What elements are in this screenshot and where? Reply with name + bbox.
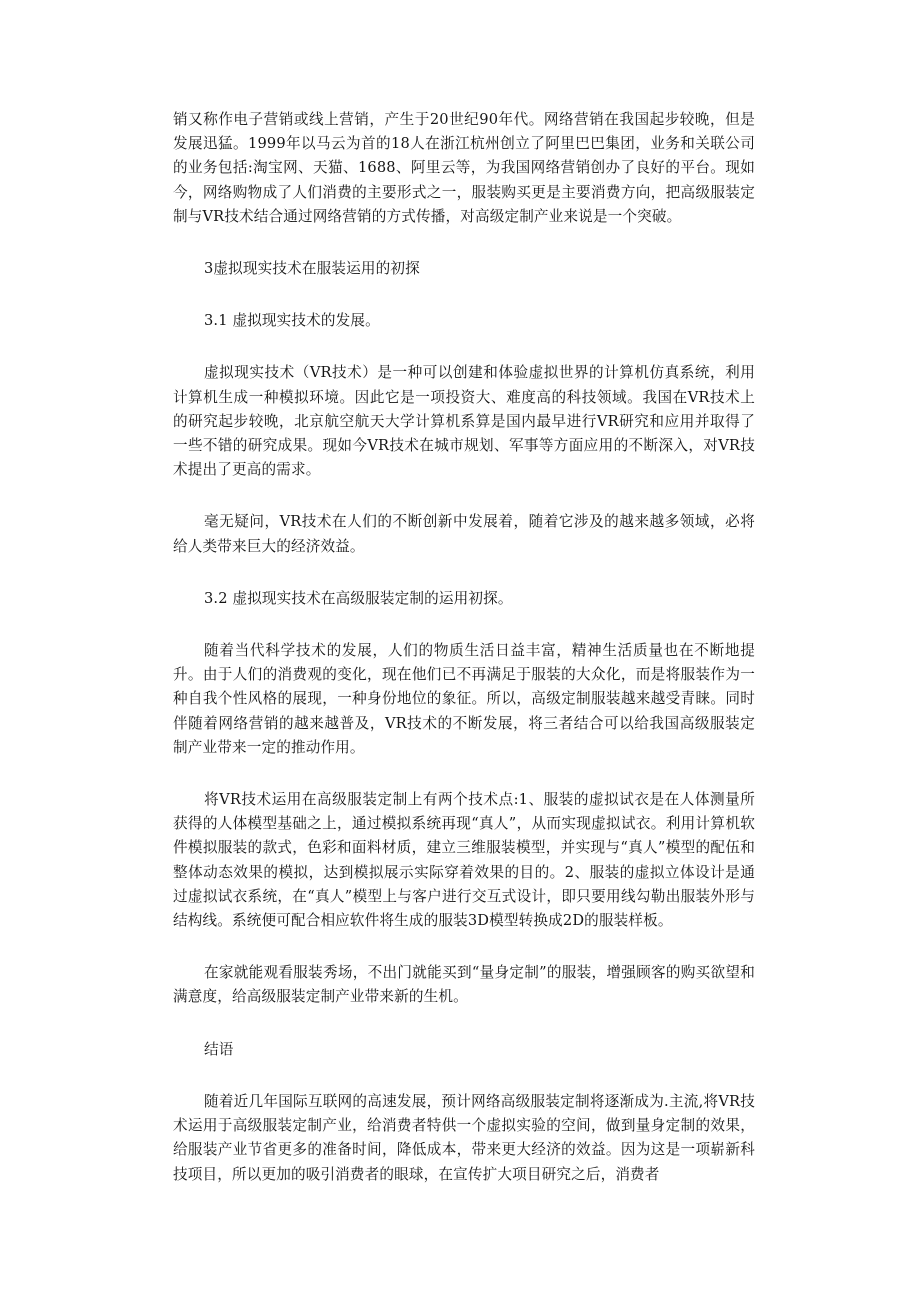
subsection-heading-3-2: 3.2 虚拟现实技术在高级服装定制的运用初探。 [204, 589, 513, 607]
paragraph-conclusion: 随着近几年国际互联网的高速发展，预计网络高级服装定制将逐渐成为.主流,将VR技术运用于高级服装定制产业，给消费者特供一个虚拟实验的空间，做到量身定制的效果，给服装产业节省更多的准备时间，降低成本，带来更大经济的效益。因为这是一项崭新科技项目，所以更加的吸引消费者的眼球，在宣传扩大项目研究之后，消费者 [173, 1092, 755, 1183]
paragraph-vr-definition: 虚拟现实技术（VR技术）是一种可以创建和体验虚拟世界的计算机仿真系统，利用计算机生成一种模拟环境。因此它是一项投资大、难度高的科技领域。我国在VR技术上的研究起步较晚，北京航空航天大学计算机系算是国内最早进行VR研究和应用并取得了一些不错的研究成果。现如今VR技术在城市规划、军事等方面应用的不断深入，对VR技术提出了更高的需求。 [173, 364, 755, 479]
conclusion-heading: 结语 [204, 1040, 234, 1058]
section-heading-3: 3虚拟现实技术在服装运用的初探 [204, 260, 420, 278]
paragraph-home-shopping: 在家就能观看服装秀场，不出门就能买到“量身定制”的服装，增强顾客的购买欲望和满意度，给高级服装定制产业带来新的生机。 [173, 964, 755, 1006]
document-body [173, 108, 755, 1215]
subsection-heading-3-1: 3.1 虚拟现实技术的发展。 [204, 312, 380, 330]
paragraph-network-marketing: 销又称作电子营销或线上营销，产生于20世纪90年代。网络营销在我国起步较晚，但是发展迅猛。1999年以马云为首的18人在浙江杭州创立了阿里巴巴集团，业务和关联公司的业务包括:淘宝网、天猫、1688、阿里云等，为我国网络营销创办了良好的平台。现如今，网络购物成了人们消费的主要形式之一，服装购买更是主要消费方向，把高级服装定制与VR技术结合通过网络营销的方式传播，对高级定制产业来说是一个突破。 [173, 111, 755, 225]
paragraph-technical-points: 将VR技术运用在高级服装定制上有两个技术点:1、服装的虚拟试衣是在人体测量所获得的人体模型基础之上，通过模拟系统再现“真人”，从而实现虚拟试衣。利用计算机软件模拟服装的款式，色彩和面料材质，建立三维服装模型，并实现与“真人”模型的配伍和整体动态效果的模拟，达到模拟展示实际穿着效果的目的。2、服装的虚拟立体设计是通过虚拟试衣系统，在“真人”模型上与客户进行交互式设计，即只要用线勾勒出服装外形与结构线。系统便可配合相应软件将生成的服装3D模型转换成2D的服装样板。 [173, 791, 755, 930]
paragraph-consumer-trends: 随着当代科学技术的发展，人们的物质生活日益丰富，精神生活质量也在不断地提升。由于人们的消费观的变化，现在他们已不再满足于服装的大众化，而是将服装作为一种自我个性风格的展现，一种身份地位的象征。所以，高级定制服装越来越受青睐。同时伴随着网络营销的越来越普及，VR技术的不断发展，将三者结合可以给我国高级服装定制产业带来一定的推动作用。 [173, 642, 755, 756]
paragraph-vr-benefits: 毫无疑问，VR技术在人们的不断创新中发展着，随着它涉及的越来越多领域，必将给人类带来巨大的经济效益。 [173, 513, 755, 555]
